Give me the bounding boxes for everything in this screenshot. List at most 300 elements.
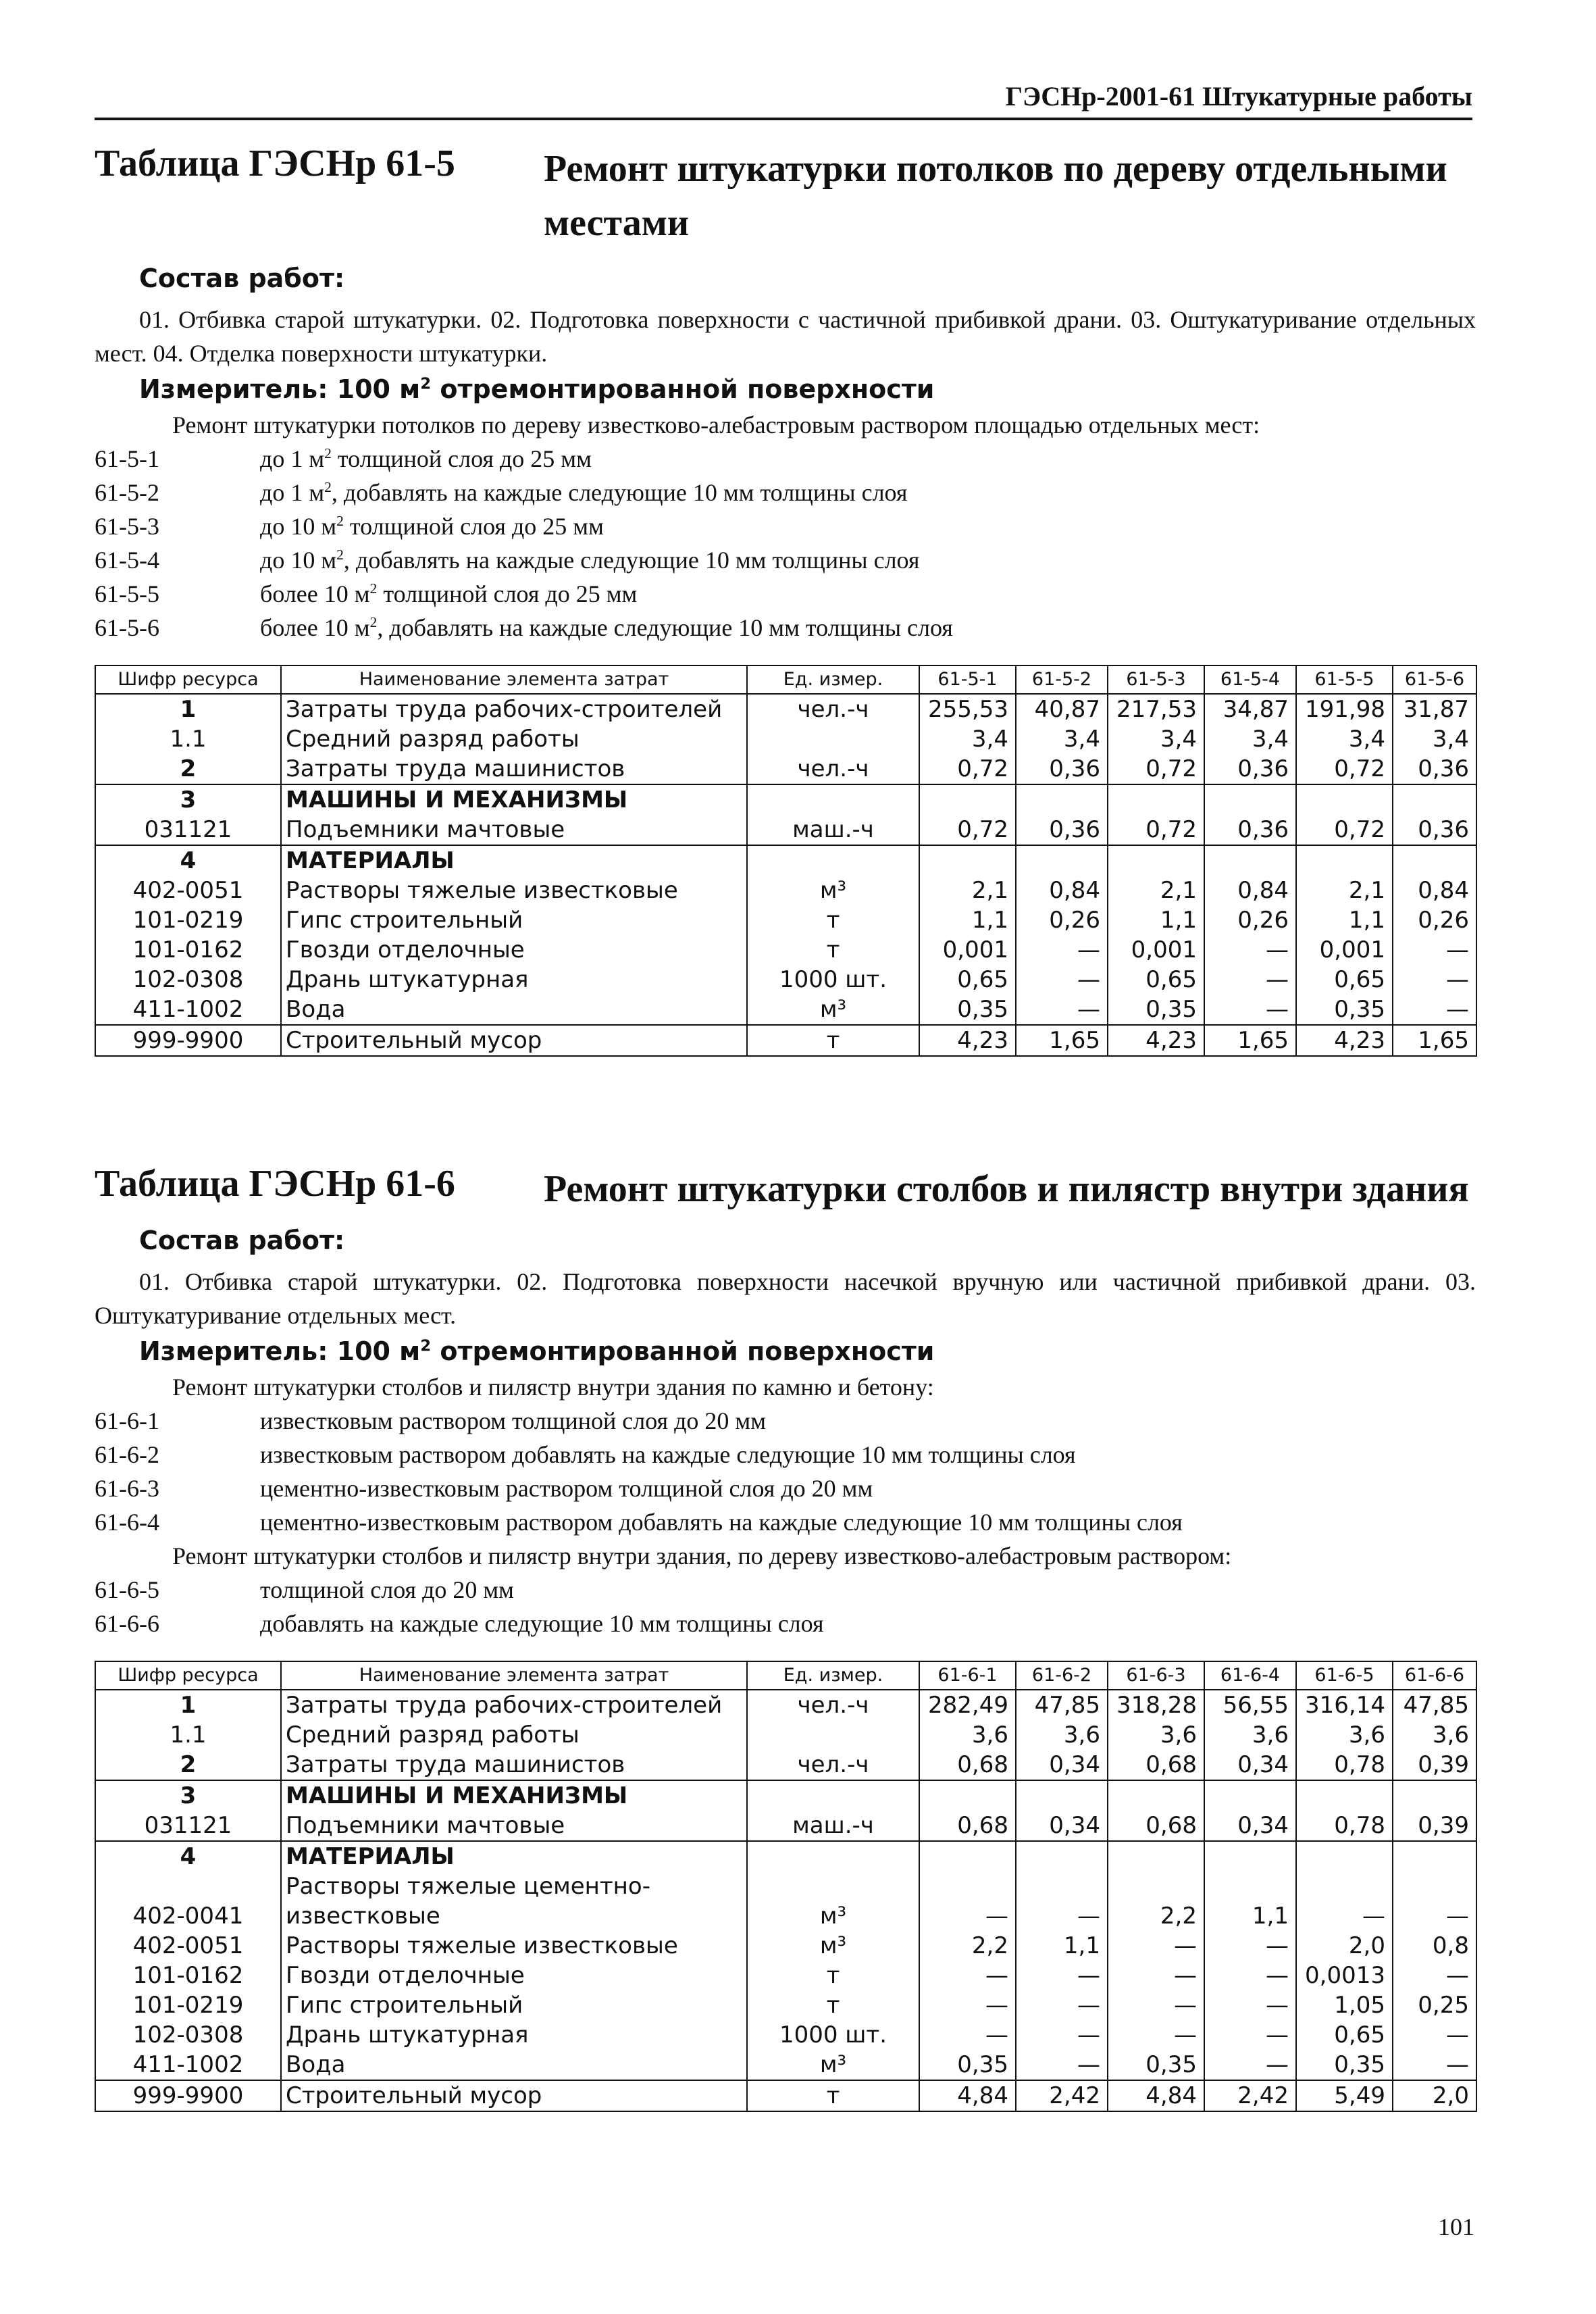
value-cell: 0,001 bbox=[1108, 935, 1204, 965]
item-text: до 10 м bbox=[260, 513, 337, 540]
resource-code: 102-0308 bbox=[95, 2020, 281, 2050]
table-row bbox=[95, 724, 1476, 754]
item-text: более 10 м bbox=[260, 580, 370, 607]
value-cell: 0,65 bbox=[1108, 965, 1204, 995]
unit bbox=[747, 724, 919, 754]
works-text: 01. Отбивка старой штукатурки. 02. Подготовка поверхности с частичной прибивкой драни. 03. Оштукатуривание отдельных мест. 04. Отделка поверхности штукатурки. bbox=[95, 306, 1476, 367]
list-item bbox=[95, 509, 1476, 543]
unit: т bbox=[747, 1961, 919, 1990]
unit: м³ bbox=[747, 876, 919, 905]
value-cell: 0,35 bbox=[1108, 995, 1204, 1025]
unit: т bbox=[747, 935, 919, 965]
value-cell: 56,55 bbox=[1204, 1690, 1296, 1720]
running-title: ГЭСНр-2001-61 Штукатурные работы bbox=[1005, 81, 1472, 111]
column-header: 61-5-3 bbox=[1108, 665, 1204, 694]
value-cell: 3,4 bbox=[1296, 724, 1393, 754]
column-header: 61-6-3 bbox=[1108, 1661, 1204, 1690]
value-cell: — bbox=[919, 1871, 1016, 1931]
table-row bbox=[95, 754, 1476, 784]
value-cell: 4,84 bbox=[1108, 2080, 1204, 2111]
column-header: 61-5-6 bbox=[1393, 665, 1476, 694]
value-cell: 1,05 bbox=[1296, 1990, 1393, 2020]
list-item bbox=[95, 1573, 1476, 1607]
value-cell: 0,68 bbox=[919, 1750, 1016, 1780]
value-cell: 0,8 bbox=[1393, 1931, 1476, 1961]
value-cell: 2,0 bbox=[1296, 1931, 1393, 1961]
value-cell: 3,4 bbox=[1204, 724, 1296, 754]
unit bbox=[747, 1780, 919, 1811]
resource-name: Затраты труда рабочих-строителей bbox=[281, 694, 747, 724]
item-text: известковым раствором толщиной слоя до 20 мм bbox=[260, 1407, 766, 1434]
value-cell: 5,49 bbox=[1296, 2080, 1393, 2111]
value-cell: 0,84 bbox=[1016, 876, 1108, 905]
value-cell: — bbox=[1204, 2020, 1296, 2050]
value-cell: 2,2 bbox=[1108, 1871, 1204, 1931]
resource-name: МАШИНЫ И МЕХАНИЗМЫ bbox=[281, 1780, 747, 1811]
item-description bbox=[260, 1472, 873, 1505]
value-cell: 47,85 bbox=[1016, 1690, 1108, 1720]
table-row bbox=[95, 1720, 1476, 1750]
unit bbox=[747, 1720, 919, 1750]
resource-name: Строительный мусор bbox=[281, 2080, 747, 2111]
value-cell: — bbox=[1204, 995, 1296, 1025]
value-cell: 0,26 bbox=[1204, 905, 1296, 935]
value-cell bbox=[1393, 1780, 1476, 1811]
value-cell: — bbox=[1016, 2020, 1108, 2050]
item-sup: 2 bbox=[336, 547, 344, 563]
table-row bbox=[95, 845, 1476, 876]
resource-code: 1.1 bbox=[95, 724, 281, 754]
value-cell: — bbox=[1016, 1871, 1108, 1931]
value-cell bbox=[1204, 1780, 1296, 1811]
value-cell: 4,84 bbox=[919, 2080, 1016, 2111]
value-cell: — bbox=[1108, 1961, 1204, 1990]
table-row bbox=[95, 1025, 1476, 1056]
list-item bbox=[95, 476, 1476, 509]
unit bbox=[747, 784, 919, 815]
value-cell: 3,6 bbox=[1393, 1720, 1476, 1750]
list-item bbox=[95, 577, 1476, 611]
list-item bbox=[95, 1607, 1476, 1640]
value-cell: — bbox=[919, 1990, 1016, 2020]
item-description bbox=[260, 577, 637, 611]
resource-code: 4 bbox=[95, 845, 281, 876]
unit: чел.-ч bbox=[747, 694, 919, 724]
value-cell bbox=[1016, 1841, 1108, 1871]
item-code: 61-5-6 bbox=[95, 614, 159, 641]
value-cell: 0,001 bbox=[1296, 935, 1393, 965]
works-label: Состав работ: bbox=[139, 1226, 345, 1255]
resource-code: 1 bbox=[95, 1690, 281, 1720]
value-cell: 1,65 bbox=[1393, 1025, 1476, 1056]
measure-suffix: отремонтированной поверхности bbox=[431, 374, 935, 404]
resource-name: Гвозди отделочные bbox=[281, 935, 747, 965]
value-cell: — bbox=[1393, 2020, 1476, 2050]
unit: чел.-ч bbox=[747, 754, 919, 784]
resource-name: Гипс строительный bbox=[281, 1990, 747, 2020]
column-header: 61-6-1 bbox=[919, 1661, 1016, 1690]
table-row bbox=[95, 905, 1476, 935]
value-cell: 2,1 bbox=[919, 876, 1016, 905]
item-text: более 10 м bbox=[260, 614, 370, 641]
value-cell: 0,001 bbox=[919, 935, 1016, 965]
value-cell bbox=[1204, 784, 1296, 815]
value-cell bbox=[1393, 845, 1476, 876]
value-cell: 0,78 bbox=[1296, 1750, 1393, 1780]
resource-table bbox=[95, 1661, 1477, 2112]
item-list-2 bbox=[95, 1573, 1476, 1640]
resource-name: Гвозди отделочные bbox=[281, 1961, 747, 1990]
value-cell: 1,1 bbox=[1296, 905, 1393, 935]
running-header bbox=[95, 76, 1472, 120]
list-item bbox=[95, 1505, 1476, 1539]
resource-name: Дрань штукатурная bbox=[281, 2020, 747, 2050]
table-row bbox=[95, 1841, 1476, 1871]
item-text: до 10 м bbox=[260, 547, 337, 574]
measure-sup: 2 bbox=[420, 375, 432, 393]
table-number: Таблица ГЭСНр 61-6 bbox=[95, 1163, 455, 1205]
table-row bbox=[95, 2080, 1476, 2111]
table-row bbox=[95, 1811, 1476, 1841]
value-cell bbox=[1108, 1841, 1204, 1871]
value-cell: 0,68 bbox=[1108, 1811, 1204, 1841]
value-cell: 255,53 bbox=[919, 694, 1016, 724]
works-label: Состав работ: bbox=[139, 263, 345, 293]
column-header: 61-5-4 bbox=[1204, 665, 1296, 694]
item-code: 61-6-3 bbox=[95, 1475, 159, 1502]
value-cell: — bbox=[919, 2020, 1016, 2050]
column-header: 61-6-5 bbox=[1296, 1661, 1393, 1690]
column-header: Ед. измер. bbox=[747, 665, 919, 694]
unit: т bbox=[747, 905, 919, 935]
value-cell: 0,35 bbox=[1296, 2050, 1393, 2080]
unit: т bbox=[747, 2080, 919, 2111]
item-sup: 2 bbox=[336, 513, 344, 529]
value-cell: 0,0013 bbox=[1296, 1961, 1393, 1990]
resource-code: 2 bbox=[95, 1750, 281, 1780]
value-cell: 2,42 bbox=[1016, 2080, 1108, 2111]
item-text-tail: , добавлять на каждые следующие 10 мм толщины слоя bbox=[331, 479, 908, 506]
column-header: Наименование элемента затрат bbox=[281, 665, 747, 694]
item-text: известковым раствором добавлять на каждые следующие 10 мм толщины слоя bbox=[260, 1441, 1076, 1468]
value-cell: — bbox=[1108, 1990, 1204, 2020]
value-cell: 1,1 bbox=[919, 905, 1016, 935]
table-row bbox=[95, 1871, 1476, 1931]
table-row bbox=[95, 1961, 1476, 1990]
resource-code: 999-9900 bbox=[95, 1025, 281, 1056]
value-cell: 31,87 bbox=[1393, 694, 1476, 724]
resource-code: 402-0051 bbox=[95, 876, 281, 905]
item-sup: 2 bbox=[324, 479, 332, 495]
resource-name: Гипс строительный bbox=[281, 905, 747, 935]
table-row bbox=[95, 1780, 1476, 1811]
value-cell: — bbox=[1204, 2050, 1296, 2080]
value-cell: 0,39 bbox=[1393, 1811, 1476, 1841]
value-cell: 0,36 bbox=[1204, 815, 1296, 845]
value-cell: 34,87 bbox=[1204, 694, 1296, 724]
value-cell: 0,36 bbox=[1204, 754, 1296, 784]
value-cell: 0,34 bbox=[1204, 1811, 1296, 1841]
value-cell: 0,35 bbox=[1296, 995, 1393, 1025]
value-cell: 0,72 bbox=[919, 815, 1016, 845]
resource-code: 101-0219 bbox=[95, 905, 281, 935]
resource-name: Вода bbox=[281, 2050, 747, 2080]
intro-text: Ремонт штукатурки потолков по дереву известково-алебастровым раствором площадью отдельных мест: bbox=[172, 411, 1260, 438]
list-item bbox=[95, 543, 1476, 577]
item-list bbox=[95, 1404, 1476, 1539]
value-cell: 0,26 bbox=[1016, 905, 1108, 935]
intro-text: Ремонт штукатурки столбов и пилястр внутри здания по камню и бетону: bbox=[172, 1374, 934, 1401]
table-row bbox=[95, 784, 1476, 815]
resource-name: Вода bbox=[281, 995, 747, 1025]
unit: чел.-ч bbox=[747, 1690, 919, 1720]
resource-code: 102-0308 bbox=[95, 965, 281, 995]
unit: м³ bbox=[747, 1871, 919, 1931]
value-cell: 318,28 bbox=[1108, 1690, 1204, 1720]
table-number: Таблица ГЭСНр 61-5 bbox=[95, 143, 455, 184]
resource-name: Средний разряд работы bbox=[281, 1720, 747, 1750]
value-cell: 3,4 bbox=[1393, 724, 1476, 754]
item-code: 61-5-2 bbox=[95, 479, 159, 506]
value-cell: — bbox=[1108, 1931, 1204, 1961]
value-cell: 3,4 bbox=[1016, 724, 1108, 754]
column-header: 61-6-2 bbox=[1016, 1661, 1108, 1690]
resource-code: 402-0041 bbox=[95, 1871, 281, 1931]
value-cell: 0,39 bbox=[1393, 1750, 1476, 1780]
table-61-5-section bbox=[95, 142, 1476, 1057]
value-cell: — bbox=[919, 1961, 1016, 1990]
table-heading bbox=[95, 142, 1476, 250]
value-cell bbox=[919, 1780, 1016, 1811]
item-code: 61-6-4 bbox=[95, 1509, 159, 1536]
item-sup: 2 bbox=[324, 445, 332, 461]
value-cell: — bbox=[1204, 965, 1296, 995]
value-cell: 0,84 bbox=[1204, 876, 1296, 905]
table-heading bbox=[95, 1162, 1476, 1216]
column-header: Ед. измер. bbox=[747, 1661, 919, 1690]
value-cell: 0,68 bbox=[1108, 1750, 1204, 1780]
item-description bbox=[260, 1404, 766, 1438]
value-cell: 4,23 bbox=[919, 1025, 1016, 1056]
value-cell: 0,36 bbox=[1393, 754, 1476, 784]
value-cell: — bbox=[1393, 965, 1476, 995]
table-title: Ремонт штукатурки потолков по дереву отдельными местами bbox=[544, 148, 1447, 244]
value-cell: 3,4 bbox=[1108, 724, 1204, 754]
column-header: 61-6-6 bbox=[1393, 1661, 1476, 1690]
value-cell: 3,6 bbox=[1108, 1720, 1204, 1750]
item-code: 61-5-1 bbox=[95, 445, 159, 472]
value-cell: 4,23 bbox=[1108, 1025, 1204, 1056]
value-cell: 316,14 bbox=[1296, 1690, 1393, 1720]
value-cell: 0,34 bbox=[1016, 1750, 1108, 1780]
value-cell bbox=[1016, 1780, 1108, 1811]
table-row bbox=[95, 965, 1476, 995]
value-cell bbox=[1108, 1780, 1204, 1811]
value-cell: 0,34 bbox=[1204, 1750, 1296, 1780]
list-item bbox=[95, 1472, 1476, 1505]
unit: маш.-ч bbox=[747, 815, 919, 845]
table-row bbox=[95, 1990, 1476, 2020]
value-cell: — bbox=[1393, 2050, 1476, 2080]
value-cell: 0,78 bbox=[1296, 1811, 1393, 1841]
measure-label bbox=[139, 1336, 1476, 1366]
value-cell: — bbox=[1296, 1871, 1393, 1931]
column-header: 61-5-1 bbox=[919, 665, 1016, 694]
value-cell: — bbox=[1393, 1871, 1476, 1931]
item-sup: 2 bbox=[369, 580, 378, 597]
unit: 1000 шт. bbox=[747, 965, 919, 995]
resource-code: 031121 bbox=[95, 1811, 281, 1841]
list-item bbox=[95, 1438, 1476, 1472]
table-row bbox=[95, 2050, 1476, 2080]
intro-text-2: Ремонт штукатурки столбов и пилястр внутри здания, по дереву известково-алебастровым раствором: bbox=[172, 1542, 1232, 1569]
value-cell: 2,1 bbox=[1108, 876, 1204, 905]
value-cell: — bbox=[1204, 935, 1296, 965]
item-code: 61-5-3 bbox=[95, 513, 159, 540]
value-cell: 0,34 bbox=[1016, 1811, 1108, 1841]
resource-name: МАТЕРИАЛЫ bbox=[281, 1841, 747, 1871]
item-description bbox=[260, 509, 604, 543]
works-text: 01. Отбивка старой штукатурки. 02. Подготовка поверхности насечкой вручную или частичной прибивкой драни. 03. Оштукатуривание отдельных мест. bbox=[95, 1268, 1476, 1329]
value-cell bbox=[1204, 1841, 1296, 1871]
value-cell: 0,84 bbox=[1393, 876, 1476, 905]
value-cell: 0,35 bbox=[919, 2050, 1016, 2080]
value-cell: — bbox=[1016, 995, 1108, 1025]
value-cell: 0,72 bbox=[919, 754, 1016, 784]
resource-code: 2 bbox=[95, 754, 281, 784]
value-cell: — bbox=[1016, 965, 1108, 995]
value-cell: 40,87 bbox=[1016, 694, 1108, 724]
value-cell bbox=[919, 784, 1016, 815]
value-cell: 0,35 bbox=[1108, 2050, 1204, 2080]
value-cell: 0,36 bbox=[1393, 815, 1476, 845]
unit: чел.-ч bbox=[747, 1750, 919, 1780]
unit: т bbox=[747, 1990, 919, 2020]
measure-prefix: Измеритель: 100 м bbox=[139, 374, 421, 404]
table-row bbox=[95, 876, 1476, 905]
item-text-tail: , добавлять на каждые следующие 10 мм толщины слоя bbox=[377, 614, 953, 641]
table-row bbox=[95, 694, 1476, 724]
resource-code: 3 bbox=[95, 1780, 281, 1811]
item-code: 61-6-1 bbox=[95, 1407, 159, 1434]
unit bbox=[747, 1841, 919, 1871]
value-cell: 1,65 bbox=[1204, 1025, 1296, 1056]
item-code: 61-6-5 bbox=[95, 1576, 159, 1603]
item-text-tail: , добавлять на каждые следующие 10 мм толщины слоя bbox=[343, 547, 920, 574]
table-row bbox=[95, 1690, 1476, 1720]
value-cell: — bbox=[1016, 935, 1108, 965]
value-cell bbox=[1296, 1841, 1393, 1871]
value-cell: 0,72 bbox=[1296, 815, 1393, 845]
value-cell: 1,1 bbox=[1108, 905, 1204, 935]
value-cell: — bbox=[1204, 1931, 1296, 1961]
value-cell: 4,23 bbox=[1296, 1025, 1393, 1056]
value-cell: 0,65 bbox=[919, 965, 1016, 995]
value-cell: 0,35 bbox=[919, 995, 1016, 1025]
value-cell: — bbox=[1393, 995, 1476, 1025]
resource-name: МАТЕРИАЛЫ bbox=[281, 845, 747, 876]
resource-code: 411-1002 bbox=[95, 2050, 281, 2080]
column-header: Наименование элемента затрат bbox=[281, 1661, 747, 1690]
value-cell: 0,36 bbox=[1016, 754, 1108, 784]
resource-name: Растворы тяжелые цементно-известковые bbox=[281, 1871, 747, 1931]
table-row bbox=[95, 1750, 1476, 1780]
resource-name: Средний разряд работы bbox=[281, 724, 747, 754]
column-header: 61-6-4 bbox=[1204, 1661, 1296, 1690]
value-cell: 0,26 bbox=[1393, 905, 1476, 935]
value-cell bbox=[1204, 845, 1296, 876]
resource-code: 101-0162 bbox=[95, 1961, 281, 1990]
value-cell: 217,53 bbox=[1108, 694, 1204, 724]
page-number: 101 bbox=[1438, 2213, 1474, 2240]
value-cell: 3,6 bbox=[1296, 1720, 1393, 1750]
value-cell: 0,72 bbox=[1108, 815, 1204, 845]
resource-code: 4 bbox=[95, 1841, 281, 1871]
value-cell: 282,49 bbox=[919, 1690, 1016, 1720]
value-cell: 2,42 bbox=[1204, 2080, 1296, 2111]
item-text: добавлять на каждые следующие 10 мм толщины слоя bbox=[260, 1610, 824, 1637]
item-code: 61-5-4 bbox=[95, 547, 159, 574]
item-description bbox=[260, 1607, 824, 1640]
unit: м³ bbox=[747, 995, 919, 1025]
value-cell: 3,6 bbox=[1204, 1720, 1296, 1750]
item-text-tail: толщиной слоя до 25 мм bbox=[377, 580, 638, 607]
resource-name: Растворы тяжелые известковые bbox=[281, 1931, 747, 1961]
resource-code: 101-0162 bbox=[95, 935, 281, 965]
table-row bbox=[95, 815, 1476, 845]
item-description bbox=[260, 1573, 514, 1607]
item-code: 61-6-6 bbox=[95, 1610, 159, 1637]
resource-name: Растворы тяжелые известковые bbox=[281, 876, 747, 905]
table-header-row bbox=[95, 665, 1476, 694]
item-text: цементно-известковым раствором толщиной слоя до 20 мм bbox=[260, 1475, 873, 1502]
value-cell bbox=[1296, 784, 1393, 815]
value-cell: 0,65 bbox=[1296, 965, 1393, 995]
unit: м³ bbox=[747, 2050, 919, 2080]
resource-name: Подъемники мачтовые bbox=[281, 1811, 747, 1841]
item-description bbox=[260, 1438, 1076, 1472]
resource-code: 031121 bbox=[95, 815, 281, 845]
resource-code: 1.1 bbox=[95, 1720, 281, 1750]
measure-prefix: Измеритель: 100 м bbox=[139, 1336, 421, 1366]
table-61-6-section bbox=[95, 1162, 1476, 2112]
item-text: цементно-известковым раствором добавлять на каждые следующие 10 мм толщины слоя bbox=[260, 1509, 1183, 1536]
resource-code: 1 bbox=[95, 694, 281, 724]
value-cell: 1,65 bbox=[1016, 1025, 1108, 1056]
resource-code: 411-1002 bbox=[95, 995, 281, 1025]
value-cell: — bbox=[1393, 1961, 1476, 1990]
item-text: до 1 м bbox=[260, 479, 325, 506]
unit: маш.-ч bbox=[747, 1811, 919, 1841]
unit: м³ bbox=[747, 1931, 919, 1961]
resource-code: 402-0051 bbox=[95, 1931, 281, 1961]
value-cell: — bbox=[1016, 2050, 1108, 2080]
value-cell bbox=[1296, 845, 1393, 876]
item-description bbox=[260, 611, 953, 645]
value-cell: — bbox=[1204, 1961, 1296, 1990]
value-cell bbox=[919, 845, 1016, 876]
value-cell: 1,1 bbox=[1016, 1931, 1108, 1961]
value-cell: — bbox=[1204, 1990, 1296, 2020]
value-cell: 0,36 bbox=[1016, 815, 1108, 845]
value-cell: — bbox=[1393, 935, 1476, 965]
value-cell: 0,72 bbox=[1108, 754, 1204, 784]
item-text-tail: толщиной слоя до 25 мм bbox=[331, 445, 592, 472]
resource-table bbox=[95, 665, 1477, 1057]
list-item bbox=[95, 1404, 1476, 1438]
value-cell: — bbox=[1108, 2020, 1204, 2050]
value-cell: 47,85 bbox=[1393, 1690, 1476, 1720]
